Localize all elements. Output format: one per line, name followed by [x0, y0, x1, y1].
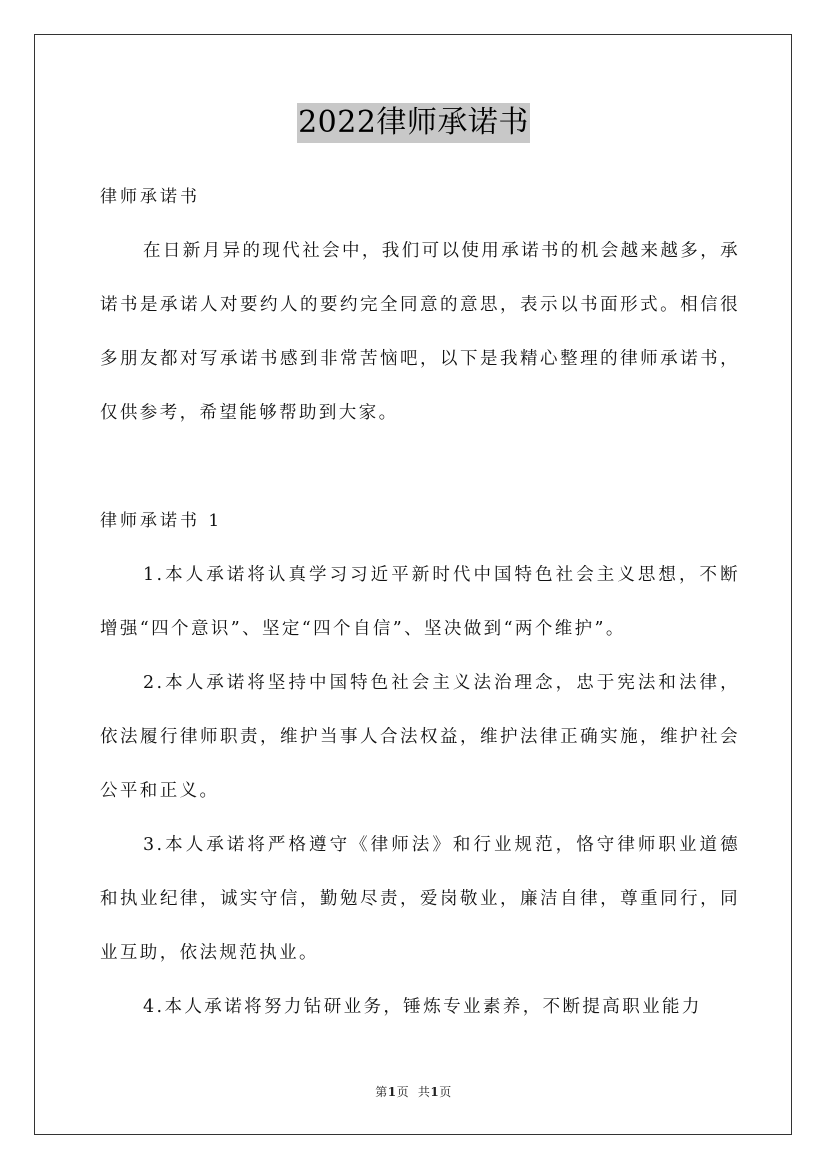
intro-heading: 律师承诺书	[100, 187, 200, 207]
total-prefix: 共	[417, 1085, 431, 1099]
document-body	[100, 170, 740, 1034]
section-heading: 律师承诺书 1	[100, 511, 223, 531]
page-number: 1	[387, 1085, 397, 1099]
commitment-item-1: 1.本人承诺将认真学习习近平新时代中国特色社会主义思想，不断增强“四个意识”、坚定“四个自信”、坚决做到“两个维护”。	[100, 565, 740, 639]
total-suffix: 页	[439, 1085, 452, 1099]
total-pages: 1	[430, 1085, 440, 1099]
paragraph-spacer	[100, 440, 740, 494]
page-suffix: 页	[396, 1085, 410, 1099]
document-title: 2022律师承诺书	[297, 103, 530, 143]
commitment-item-2: 2.本人承诺将坚持中国特色社会主义法治理念，忠于宪法和法律，依法履行律师职责，维护当事人合法权益，维护法律正确实施，维护社会公平和正义。	[100, 673, 740, 801]
page-footer	[0, 1083, 827, 1100]
intro-paragraph: 在日新月异的现代社会中，我们可以使用承诺书的机会越来越多，承诺书是承诺人对要约人的要约完全同意的意思，表示以书面形式。相信很多朋友都对写承诺书感到非常苦恼吧，以下是我精心整理的律师承诺书，仅供参考，希望能够帮助到大家。	[100, 241, 740, 423]
page-prefix: 第	[375, 1085, 388, 1099]
commitment-item-4: 4.本人承诺将努力钻研业务，锤炼专业素养，不断提高职业能力	[143, 997, 702, 1017]
commitment-item-3: 3.本人承诺将严格遵守《律师法》和行业规范，恪守律师职业道德和执业纪律，诚实守信，勤勉尽责，爱岗敬业，廉洁自律，尊重同行，同业互助，依法规范执业。	[100, 835, 740, 963]
title-container	[0, 103, 827, 143]
